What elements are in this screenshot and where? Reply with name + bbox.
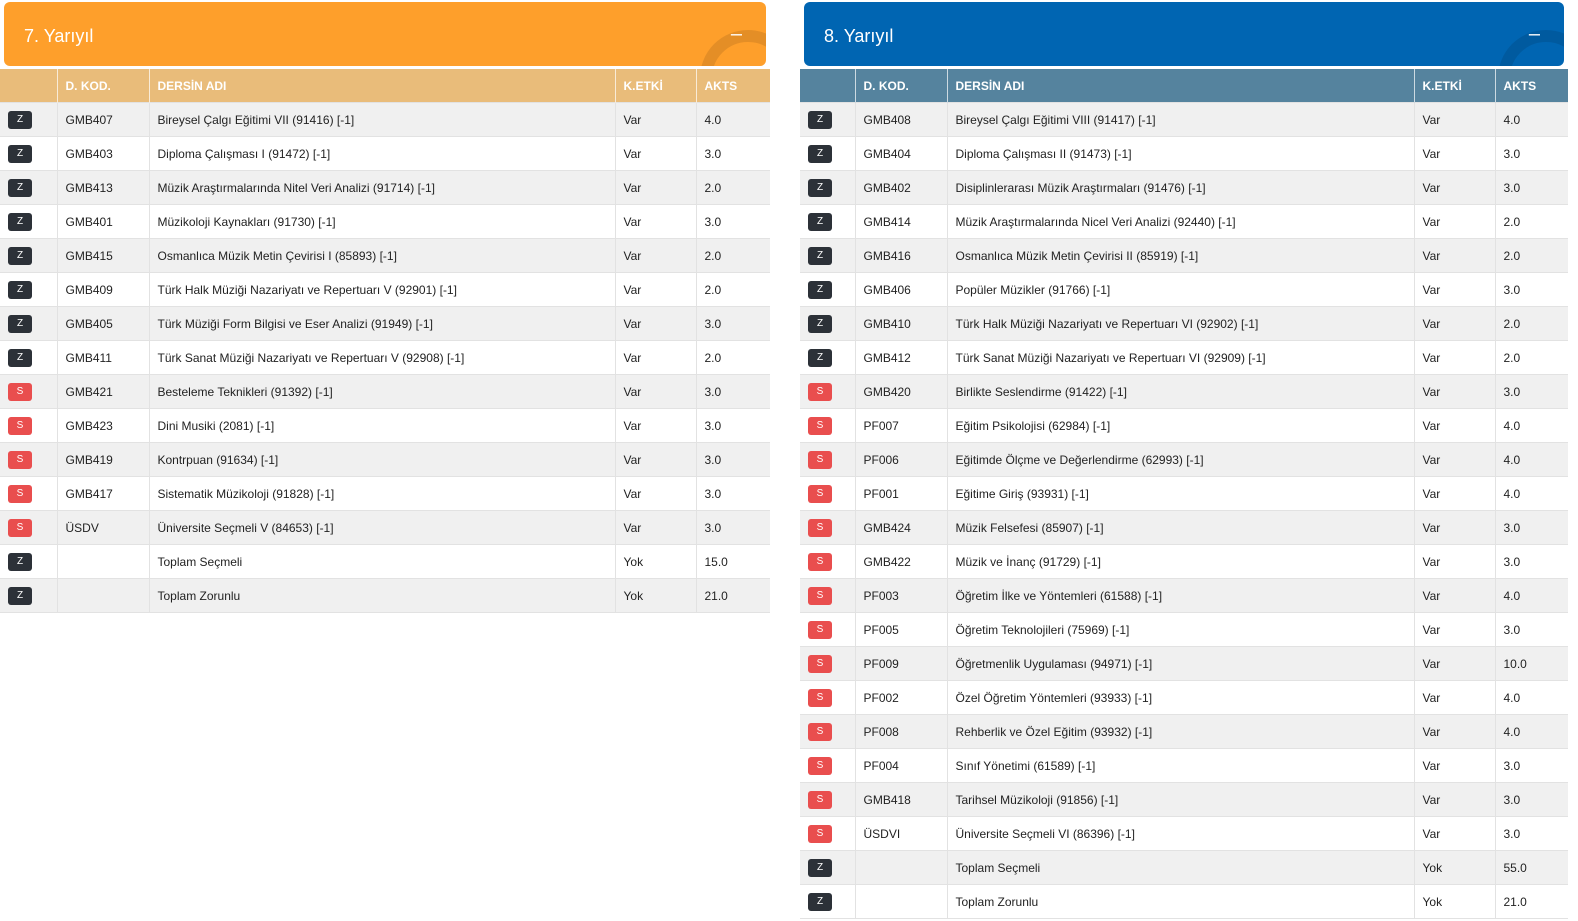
elective-badge: S [808,689,832,707]
effect-cell: Var [615,511,696,545]
course-code-cell: PF002 [855,681,947,715]
col-header-akts: AKTS [696,69,770,103]
table-row [800,477,1568,511]
akts-cell: 4.0 [1495,681,1568,715]
akts-cell: 21.0 [696,579,770,613]
course-name-cell: Üniversite Seçmeli V (84653) [-1] [149,511,615,545]
table-row [0,477,770,511]
akts-cell: 3.0 [1495,783,1568,817]
table-row [0,341,770,375]
compulsory-badge: Z [8,111,32,129]
effect-cell: Var [1414,783,1495,817]
badge-cell [0,171,57,205]
effect-cell: Var [1414,511,1495,545]
effect-cell: Yok [615,545,696,579]
semester-8-panel [800,0,1568,919]
table-row [800,307,1568,341]
elective-badge: S [8,451,32,469]
badge-cell [800,375,855,409]
col-header-effect: K.ETKİ [615,69,696,103]
akts-cell: 2.0 [696,341,770,375]
badge-cell [800,783,855,817]
course-name-cell: Eğitime Giriş (93931) [-1] [947,477,1414,511]
akts-cell: 2.0 [1495,341,1568,375]
badge-cell [800,613,855,647]
course-code-cell: GMB404 [855,137,947,171]
effect-cell: Var [615,273,696,307]
course-code-cell: GMB411 [57,341,149,375]
badge-cell [800,205,855,239]
akts-cell: 21.0 [1495,885,1568,919]
effect-cell: Yok [1414,851,1495,885]
effect-cell: Var [1414,443,1495,477]
semester-8-title: 8. Yarıyıl [824,26,894,46]
compulsory-badge: Z [808,111,832,129]
course-code-cell: PF005 [855,613,947,647]
effect-cell: Var [1414,817,1495,851]
course-code-cell [855,851,947,885]
table-row [0,103,770,137]
table-header-row [0,69,770,103]
course-code-cell: PF004 [855,749,947,783]
effect-cell: Var [615,239,696,273]
effect-cell: Var [615,137,696,171]
compulsory-badge: Z [808,315,832,333]
akts-cell: 4.0 [1495,103,1568,137]
effect-cell: Var [1414,103,1495,137]
course-name-cell: Türk Halk Müziği Nazariyatı ve Repertuarı VI (92902) [-1] [947,307,1414,341]
table-row [800,613,1568,647]
compulsory-badge: Z [808,859,832,877]
semester-7-rows [0,103,770,613]
effect-cell: Var [1414,749,1495,783]
badge-cell [800,511,855,545]
course-code-cell: GMB417 [57,477,149,511]
compulsory-badge: Z [8,553,32,571]
elective-badge: S [808,519,832,537]
table-row [800,715,1568,749]
badge-cell [800,817,855,851]
badge-cell [0,375,57,409]
effect-cell: Var [1414,137,1495,171]
elective-badge: S [8,383,32,401]
effect-cell: Var [1414,681,1495,715]
course-code-cell: GMB414 [855,205,947,239]
col-header-name: DERSİN ADI [947,69,1414,103]
table-row [800,749,1568,783]
course-name-cell: Rehberlik ve Özel Eğitim (93932) [-1] [947,715,1414,749]
course-code-cell: PF007 [855,409,947,443]
course-name-cell: Türk Müziği Form Bilgisi ve Eser Analizi (91949) [-1] [149,307,615,341]
badge-cell [0,443,57,477]
course-code-cell [57,545,149,579]
effect-cell: Var [615,409,696,443]
course-name-cell: Öğretim Teknolojileri (75969) [-1] [947,613,1414,647]
course-name-cell: Eğitimde Ölçme ve Değerlendirme (62993) [-1] [947,443,1414,477]
course-name-cell: Sistematik Müzikoloji (91828) [-1] [149,477,615,511]
effect-cell: Var [1414,341,1495,375]
compulsory-badge: Z [808,247,832,265]
table-row [800,137,1568,171]
table-row [0,511,770,545]
table-row [800,511,1568,545]
course-code-cell: GMB424 [855,511,947,545]
table-row [800,783,1568,817]
akts-cell: 3.0 [1495,171,1568,205]
table-row [800,681,1568,715]
table-row [800,851,1568,885]
compulsory-badge: Z [8,281,32,299]
table-row [0,137,770,171]
compulsory-badge: Z [8,145,32,163]
course-code-cell: GMB421 [57,375,149,409]
akts-cell: 3.0 [696,477,770,511]
col-header-effect: K.ETKİ [1414,69,1495,103]
badge-cell [0,511,57,545]
badge-cell [800,715,855,749]
badge-cell [0,205,57,239]
course-code-cell: GMB402 [855,171,947,205]
effect-cell: Var [615,103,696,137]
course-code-cell: GMB408 [855,103,947,137]
akts-cell: 3.0 [1495,545,1568,579]
effect-cell: Var [1414,375,1495,409]
badge-cell [0,239,57,273]
semester-8-table [800,69,1568,919]
table-row [800,409,1568,443]
akts-cell: 4.0 [1495,579,1568,613]
badge-cell [800,681,855,715]
course-name-cell: Osmanlıca Müzik Metin Çevirisi II (85919) [-1] [947,239,1414,273]
course-code-cell: GMB419 [57,443,149,477]
badge-cell [0,307,57,341]
effect-cell: Yok [615,579,696,613]
effect-cell: Var [615,307,696,341]
badge-cell [800,273,855,307]
elective-badge: S [808,451,832,469]
badge-cell [0,273,57,307]
course-code-cell: GMB403 [57,137,149,171]
course-name-cell: Osmanlıca Müzik Metin Çevirisi I (85893) [-1] [149,239,615,273]
compulsory-badge: Z [808,281,832,299]
akts-cell: 3.0 [1495,375,1568,409]
course-name-cell: Toplam Zorunlu [947,885,1414,919]
course-name-cell: Diploma Çalışması I (91472) [-1] [149,137,615,171]
akts-cell: 3.0 [696,307,770,341]
table-row [800,885,1568,919]
akts-cell: 2.0 [696,239,770,273]
course-name-cell: Müzikoloji Kaynakları (91730) [-1] [149,205,615,239]
table-row [800,375,1568,409]
akts-cell: 3.0 [696,205,770,239]
course-code-cell [855,885,947,919]
badge-cell [800,545,855,579]
table-row [800,647,1568,681]
course-code-cell: PF006 [855,443,947,477]
akts-cell: 3.0 [1495,613,1568,647]
course-code-cell: PF001 [855,477,947,511]
table-row [0,545,770,579]
badge-cell [800,239,855,273]
badge-cell [0,137,57,171]
akts-cell: 10.0 [1495,647,1568,681]
col-header-badge [0,69,57,103]
badge-cell [800,409,855,443]
course-code-cell: GMB423 [57,409,149,443]
semester-7-panel [0,0,770,613]
effect-cell: Var [1414,545,1495,579]
effect-cell: Var [615,341,696,375]
course-code-cell: GMB413 [57,171,149,205]
akts-cell: 3.0 [1495,817,1568,851]
col-header-badge [800,69,855,103]
compulsory-badge: Z [808,145,832,163]
badge-cell [800,443,855,477]
course-name-cell: Toplam Seçmeli [149,545,615,579]
table-row [0,273,770,307]
table-row [800,341,1568,375]
akts-cell: 2.0 [696,171,770,205]
compulsory-badge: Z [808,179,832,197]
course-name-cell: Kontrpuan (91634) [-1] [149,443,615,477]
elective-badge: S [808,383,832,401]
course-code-cell: GMB409 [57,273,149,307]
elective-badge: S [808,485,832,503]
badge-cell [800,171,855,205]
course-name-cell: Diploma Çalışması II (91473) [-1] [947,137,1414,171]
collapse-button[interactable]: – [730,23,742,45]
akts-cell: 3.0 [696,375,770,409]
table-row [0,443,770,477]
badge-cell [0,579,57,613]
akts-cell: 3.0 [1495,273,1568,307]
course-code-cell: GMB401 [57,205,149,239]
table-row [800,443,1568,477]
compulsory-badge: Z [8,213,32,231]
badge-cell [0,545,57,579]
badge-cell [800,307,855,341]
course-name-cell: Öğretmenlik Uygulaması (94971) [-1] [947,647,1414,681]
course-name-cell: Dini Musiki (2081) [-1] [149,409,615,443]
effect-cell: Var [615,375,696,409]
badge-cell [0,103,57,137]
table-row [0,307,770,341]
elective-badge: S [808,417,832,435]
akts-cell: 15.0 [696,545,770,579]
semester-7-table [0,69,770,613]
akts-cell: 3.0 [1495,137,1568,171]
course-name-cell: Sınıf Yönetimi (61589) [-1] [947,749,1414,783]
elective-badge: S [808,621,832,639]
course-name-cell: Bireysel Çalgı Eğitimi VIII (91417) [-1] [947,103,1414,137]
akts-cell: 4.0 [1495,477,1568,511]
course-name-cell: Popüler Müzikler (91766) [-1] [947,273,1414,307]
elective-badge: S [8,519,32,537]
table-row [0,375,770,409]
compulsory-badge: Z [8,179,32,197]
semester-7-title: 7. Yarıyıl [24,26,94,46]
akts-cell: 3.0 [696,409,770,443]
elective-badge: S [808,825,832,843]
elective-badge: S [808,757,832,775]
badge-cell [800,137,855,171]
col-header-code: D. KOD. [855,69,947,103]
akts-cell: 2.0 [1495,239,1568,273]
compulsory-badge: Z [8,349,32,367]
course-code-cell: GMB410 [855,307,947,341]
akts-cell: 55.0 [1495,851,1568,885]
course-code-cell: GMB415 [57,239,149,273]
course-name-cell: Birlikte Seslendirme (91422) [-1] [947,375,1414,409]
course-code-cell: GMB407 [57,103,149,137]
badge-cell [0,341,57,375]
course-code-cell: GMB418 [855,783,947,817]
course-code-cell: GMB412 [855,341,947,375]
course-name-cell: Özel Öğretim Yöntemleri (93933) [-1] [947,681,1414,715]
table-row [0,205,770,239]
elective-badge: S [808,655,832,673]
elective-badge: S [808,791,832,809]
collapse-button[interactable]: – [1528,23,1540,45]
effect-cell: Var [615,443,696,477]
course-name-cell: Bireysel Çalgı Eğitimi VII (91416) [-1] [149,103,615,137]
course-code-cell: PF009 [855,647,947,681]
course-code-cell: PF008 [855,715,947,749]
course-name-cell: Besteleme Teknikleri (91392) [-1] [149,375,615,409]
badge-cell [800,579,855,613]
effect-cell: Var [615,205,696,239]
course-name-cell: Eğitim Psikolojisi (62984) [-1] [947,409,1414,443]
elective-badge: S [8,417,32,435]
course-code-cell [57,579,149,613]
compulsory-badge: Z [8,587,32,605]
badge-cell [800,647,855,681]
course-name-cell: Toplam Seçmeli [947,851,1414,885]
table-row [800,579,1568,613]
course-name-cell: Tarihsel Müzikoloji (91856) [-1] [947,783,1414,817]
table-row [800,205,1568,239]
course-name-cell: Türk Sanat Müziği Nazariyatı ve Repertuarı VI (92909) [-1] [947,341,1414,375]
effect-cell: Var [1414,715,1495,749]
akts-cell: 2.0 [1495,205,1568,239]
compulsory-badge: Z [8,247,32,265]
course-name-cell: Müzik Araştırmalarında Nicel Veri Analizi (92440) [-1] [947,205,1414,239]
effect-cell: Var [1414,171,1495,205]
table-row [0,171,770,205]
col-header-akts: AKTS [1495,69,1568,103]
effect-cell: Var [1414,613,1495,647]
badge-cell [0,477,57,511]
badge-cell [800,103,855,137]
course-code-cell: GMB406 [855,273,947,307]
effect-cell: Var [1414,477,1495,511]
course-code-cell: GMB420 [855,375,947,409]
course-name-cell: Üniversite Seçmeli VI (86396) [-1] [947,817,1414,851]
course-name-cell: Disiplinlerarası Müzik Araştırmaları (91476) [-1] [947,171,1414,205]
course-name-cell: Müzik ve İnanç (91729) [-1] [947,545,1414,579]
badge-cell [800,851,855,885]
elective-badge: S [8,485,32,503]
badge-cell [800,749,855,783]
table-row [800,239,1568,273]
akts-cell: 3.0 [1495,511,1568,545]
course-name-cell: Türk Halk Müziği Nazariyatı ve Repertuarı V (92901) [-1] [149,273,615,307]
effect-cell: Var [615,477,696,511]
badge-cell [800,885,855,919]
badge-cell [800,477,855,511]
course-name-cell: Toplam Zorunlu [149,579,615,613]
akts-cell: 3.0 [1495,749,1568,783]
table-row [800,273,1568,307]
effect-cell: Var [1414,307,1495,341]
compulsory-badge: Z [8,315,32,333]
table-row [0,409,770,443]
semester-7-header [4,2,766,66]
table-row [800,103,1568,137]
badge-cell [0,409,57,443]
compulsory-badge: Z [808,213,832,231]
col-header-code: D. KOD. [57,69,149,103]
effect-cell: Var [1414,205,1495,239]
course-code-cell: GMB422 [855,545,947,579]
table-row [0,239,770,273]
effect-cell: Var [1414,579,1495,613]
course-code-cell: ÜSDV [57,511,149,545]
effect-cell: Var [1414,647,1495,681]
akts-cell: 4.0 [1495,715,1568,749]
semester-8-header [804,2,1564,66]
table-row [0,579,770,613]
elective-badge: S [808,723,832,741]
effect-cell: Var [615,171,696,205]
effect-cell: Yok [1414,885,1495,919]
compulsory-badge: Z [808,349,832,367]
col-header-name: DERSİN ADI [149,69,615,103]
compulsory-badge: Z [808,893,832,911]
course-code-cell: ÜSDVI [855,817,947,851]
akts-cell: 4.0 [696,103,770,137]
badge-cell [800,341,855,375]
akts-cell: 2.0 [1495,307,1568,341]
effect-cell: Var [1414,409,1495,443]
table-row [800,817,1568,851]
semester-8-rows [800,103,1568,919]
course-code-cell: GMB416 [855,239,947,273]
table-row [800,545,1568,579]
course-name-cell: Öğretim İlke ve Yöntemleri (61588) [-1] [947,579,1414,613]
akts-cell: 3.0 [696,511,770,545]
table-row [800,171,1568,205]
elective-badge: S [808,587,832,605]
course-code-cell: GMB405 [57,307,149,341]
course-code-cell: PF003 [855,579,947,613]
course-name-cell: Müzik Felsefesi (85907) [-1] [947,511,1414,545]
elective-badge: S [808,553,832,571]
akts-cell: 4.0 [1495,443,1568,477]
course-name-cell: Müzik Araştırmalarında Nitel Veri Analizi (91714) [-1] [149,171,615,205]
akts-cell: 3.0 [696,443,770,477]
effect-cell: Var [1414,239,1495,273]
akts-cell: 2.0 [696,273,770,307]
akts-cell: 3.0 [696,137,770,171]
table-header-row [800,69,1568,103]
akts-cell: 4.0 [1495,409,1568,443]
effect-cell: Var [1414,273,1495,307]
course-name-cell: Türk Sanat Müziği Nazariyatı ve Repertuarı V (92908) [-1] [149,341,615,375]
